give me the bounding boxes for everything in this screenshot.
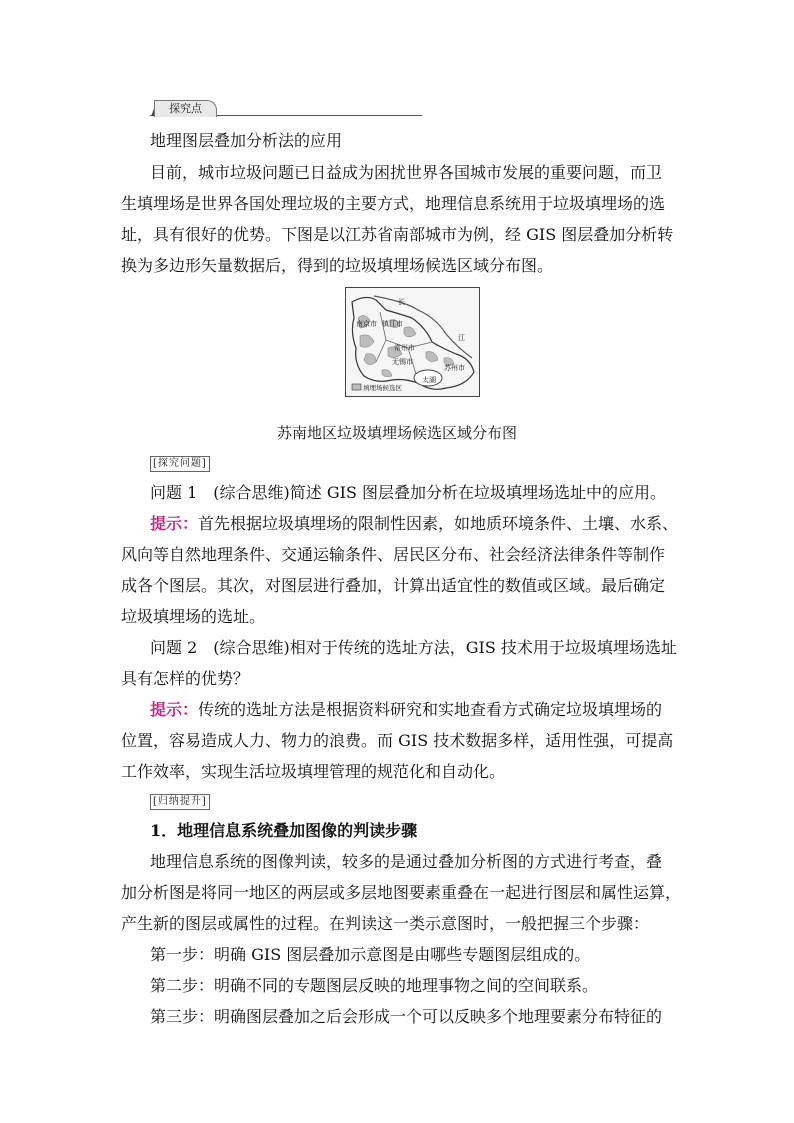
answer-2-line-1 <box>150 697 662 720</box>
intro-line-3: 址，具有很好的优势。下图是以江苏省南部城市为例，经 GIS 图层叠加分析转 <box>121 225 674 244</box>
point-1-line-3: 产生新的图层或属性的过程。在判读这一类示意图时，一般把握三个步骤： <box>121 914 650 933</box>
map-label-zhenjiang: 镇江市 <box>382 320 403 328</box>
answer-2-text-1: 传统的选址方法是根据资料研究和实地查看方式确定垃圾填埋场的 <box>198 700 663 719</box>
answer-1-text-1: 首先根据垃圾填埋场的限制性因素，如地质环境条件、土壤、水系、 <box>198 514 679 533</box>
section-tag: 探究点 <box>154 100 217 117</box>
question-2-line-2: 具有怎样的优势？ <box>121 669 250 688</box>
point-1-line-2: 加分析图是将同一地区的两层或多层地图要素重叠在一起进行图层和属性运算， <box>121 883 682 902</box>
intro-line-2: 生填埋场是世界各国处理垃圾的主要方式，地理信息系统用于垃圾填埋场的选 <box>121 194 666 213</box>
point-1-title: 1．地理信息系统叠加图像的判读步骤 <box>150 821 418 840</box>
map-label-wuxi: 无锡市 <box>392 358 413 366</box>
question-2-line-1: 问题 2 (综合思维)相对于传统的选址方法，GIS 技术用于垃圾填埋场选址 <box>150 638 677 657</box>
step-2: 第二步：明确不同的专题图层反映的地理事物之间的空间联系。 <box>150 976 599 995</box>
map-label-nanjing: 南京市 <box>356 320 377 328</box>
answer-2-line-2: 位置，容易造成人力、物力的浪费。而 GIS 技术数据多样，适用性强，可提高 <box>121 731 674 750</box>
legend-swatch <box>352 384 361 390</box>
intro-line-4: 换为多边形矢量数据后，得到的垃圾填埋场候选区域分布图。 <box>121 256 554 275</box>
explore-label: [探究问题] <box>150 456 210 472</box>
point-1-line-1: 地理信息系统的图像判读，较多的是通过叠加分析图的方式进行考查，叠 <box>150 852 663 871</box>
question-1: 问题 1 (综合思维)简述 GIS 图层叠加分析在垃圾填埋场选址中的应用。 <box>150 483 666 502</box>
summary-label: [归纳提升] <box>150 794 210 810</box>
answer-1-line-1 <box>150 511 678 534</box>
hint-label-1: 提示： <box>150 514 199 533</box>
hint-label-2: 提示： <box>150 700 199 719</box>
figure-caption: 苏南地区垃圾填埋场候选区域分布图 <box>276 424 517 442</box>
legend-label: 填埋场候选区 <box>363 384 402 392</box>
section-header <box>150 100 422 118</box>
map-label-taihu: 太湖 <box>422 376 436 384</box>
answer-1-line-3: 成各个图层。其次，对图层进行叠加，计算出适宜性的数值或区域。最后确定 <box>121 576 666 595</box>
answer-1-line-4: 垃圾填埋场的选址。 <box>121 607 266 626</box>
map-label-suzhou: 苏州市 <box>444 364 465 372</box>
candidate-area-map <box>345 287 480 397</box>
map-label-jiang: 江 <box>458 334 465 342</box>
map-label-chang: 长 <box>398 298 405 306</box>
topic-title: 地理图层叠加分析法的应用 <box>150 131 343 150</box>
step-1: 第一步：明确 GIS 图层叠加示意图是由哪些专题图层组成的。 <box>150 945 591 964</box>
map-label-changzhou: 常州市 <box>394 344 415 352</box>
intro-line-1: 目前，城市垃圾问题已日益成为困扰世界各国城市发展的重要问题，而卫 <box>150 163 663 182</box>
answer-2-line-3: 工作效率，实现生活垃圾填埋管理的规范化和自动化。 <box>121 762 506 781</box>
step-3: 第三步：明确图层叠加之后会形成一个可以反映多个地理要素分布特征的 <box>150 1007 663 1026</box>
answer-1-line-2: 风向等自然地理条件、交通运输条件、居民区分布、社会经济法律条件等制作 <box>121 545 666 564</box>
map-graphic <box>346 288 479 396</box>
